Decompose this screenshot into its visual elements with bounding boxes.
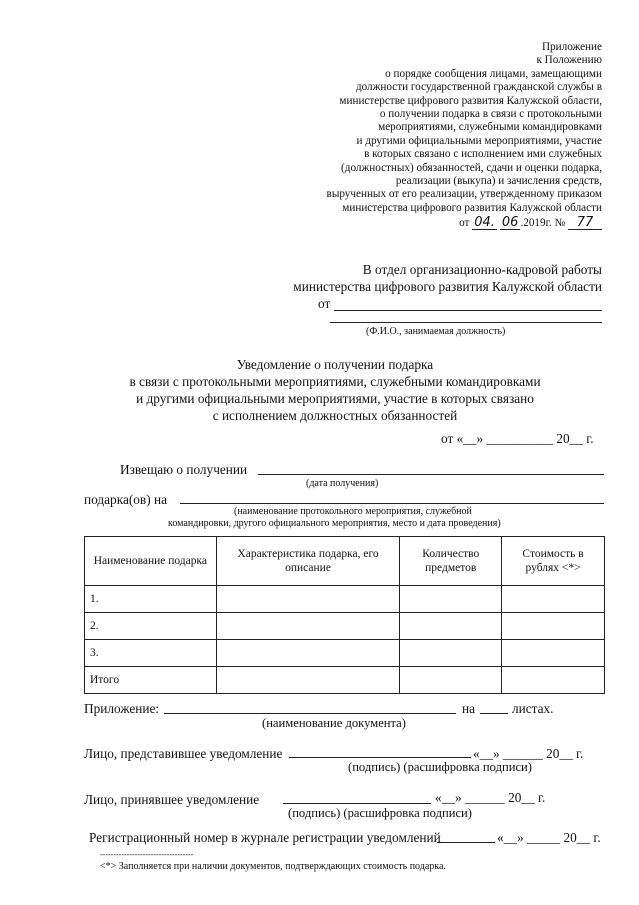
order-year: .2019г. № [520, 217, 566, 230]
notification-date: от «__» __________ 20__ г. [441, 431, 594, 446]
event-caption-line-2: командировки, другого официального мероприятия, место и дата проведения) [168, 518, 501, 529]
accepted-caption: (подпись) (расшифровка подписи) [288, 806, 472, 820]
table-cell[interactable] [216, 640, 400, 667]
accepted-date: «__» ______ 20__ г. [435, 790, 546, 805]
appendix-line: мероприятиями, служебными командировками [378, 121, 602, 134]
registration-number-field[interactable] [437, 842, 495, 843]
appendix-line: в которых связано с исполнением ими служебных [364, 148, 602, 161]
table-cell[interactable] [502, 613, 605, 640]
acceptor-signature-field[interactable] [283, 803, 431, 804]
appendix-line: (должностных) обязанностей, сдачи и оценки подарка, [341, 161, 602, 174]
gift-table [84, 536, 605, 694]
sheets-count-field[interactable] [480, 713, 508, 714]
table-cell[interactable] [400, 613, 502, 640]
registration-date: «__» _____ 20__ г. [497, 830, 601, 845]
title-line: Уведомление о получении подарка [236, 357, 434, 372]
order-date-line [240, 216, 602, 230]
table-cell[interactable] [216, 667, 400, 694]
submitter-signature-field[interactable] [289, 757, 471, 758]
from-label: от [318, 296, 331, 311]
from-name-field[interactable] [334, 310, 602, 311]
submitted-date: «__» ______ 20__ г. [473, 746, 584, 761]
gift-label: подарка(ов) на [84, 492, 167, 507]
table-cell[interactable] [216, 586, 400, 613]
appendix-line: к Положению [536, 54, 602, 67]
table-row [85, 613, 605, 640]
table-cell[interactable] [502, 586, 605, 613]
table-cell[interactable] [502, 640, 605, 667]
accepted-label: Лицо, принявшее уведомление [84, 792, 260, 807]
table-cell[interactable] [216, 613, 400, 640]
row-label: 1. [85, 586, 217, 613]
column-header: Характеристика подарка, его описание [216, 537, 400, 586]
column-header: Стоимость в рублях <*> [502, 537, 605, 586]
row-label: Итого [85, 667, 217, 694]
fio-caption: (Ф.И.О., занимаемая должность) [366, 326, 506, 337]
table-cell[interactable] [400, 586, 502, 613]
attachment-name-field[interactable] [164, 713, 456, 714]
position-field[interactable] [330, 322, 602, 323]
notification-title [60, 356, 610, 424]
table-total-row [85, 667, 605, 694]
registration-label: Регистрационный номер в журнале регистрации уведомлений [89, 830, 441, 845]
row-label: 2. [85, 613, 217, 640]
footnote-text: <*> Заполняется при наличии документов, подтверждающих стоимость подарка. [100, 861, 446, 872]
appendix-line: министерства цифрового развития Калужской области [342, 201, 602, 214]
attachment-caption: (наименование документа) [262, 716, 406, 730]
receipt-date-caption: (дата получения) [306, 478, 379, 489]
attachment-on-label: на [462, 701, 476, 716]
table-row [85, 640, 605, 667]
appendix-line: министерстве цифрового развития Калужской области, [339, 94, 602, 107]
event-caption-line-1: (наименование протокольного мероприятия, служебной [234, 506, 472, 517]
order-day: 04. [474, 215, 495, 231]
footnote-separator: ----------------------------------- [100, 850, 194, 859]
table-cell[interactable] [400, 667, 502, 694]
appendix-line: должности государственной гражданской службы в [355, 81, 602, 94]
appendix-line: реализации (выкупа) и зачисления средств, [395, 175, 602, 188]
appendix-line: Приложение [541, 41, 602, 53]
title-line: в связи с протокольными мероприятиями, служебными командировками [129, 374, 541, 389]
attachment-label: Приложение: [84, 701, 160, 716]
submitted-label: Лицо, представившее уведомление [84, 746, 283, 761]
column-header: Количество предметов [400, 537, 502, 586]
receipt-date-field[interactable] [258, 474, 604, 475]
column-header: Наименование подарка [85, 537, 217, 586]
appendix-line: о получении подарка в связи с протокольными [379, 108, 602, 121]
sheets-label: листах. [512, 701, 554, 716]
table-cell[interactable] [502, 667, 605, 694]
appendix-header [240, 41, 602, 231]
table-row [85, 586, 605, 613]
order-number: 77 [568, 216, 602, 230]
title-line: с исполнением должностных обязанностей [212, 408, 458, 423]
order-from-label: от [459, 217, 470, 230]
appendix-line: о порядке сообщения лицами, замещающими [385, 67, 602, 80]
title-line: и другими официальными мероприятиями, участие в которых связано [136, 391, 534, 406]
addressee-line-1: В отдел организационно-кадровой работы [362, 262, 602, 277]
notify-label: Извещаю о получении [120, 462, 248, 477]
row-label: 3. [85, 640, 217, 667]
event-name-field[interactable] [180, 503, 604, 504]
order-month: 06 [501, 215, 519, 231]
appendix-line: вырученных от его реализации, утвержденному приказом [326, 188, 602, 201]
table-cell[interactable] [400, 640, 502, 667]
table-header-row [85, 537, 605, 586]
appendix-line: и другими официальными мероприятиями, участие [356, 134, 602, 147]
submitted-caption: (подпись) (расшифровка подписи) [348, 760, 532, 774]
addressee-line-2: министерства цифрового развития Калужской области [293, 279, 602, 294]
